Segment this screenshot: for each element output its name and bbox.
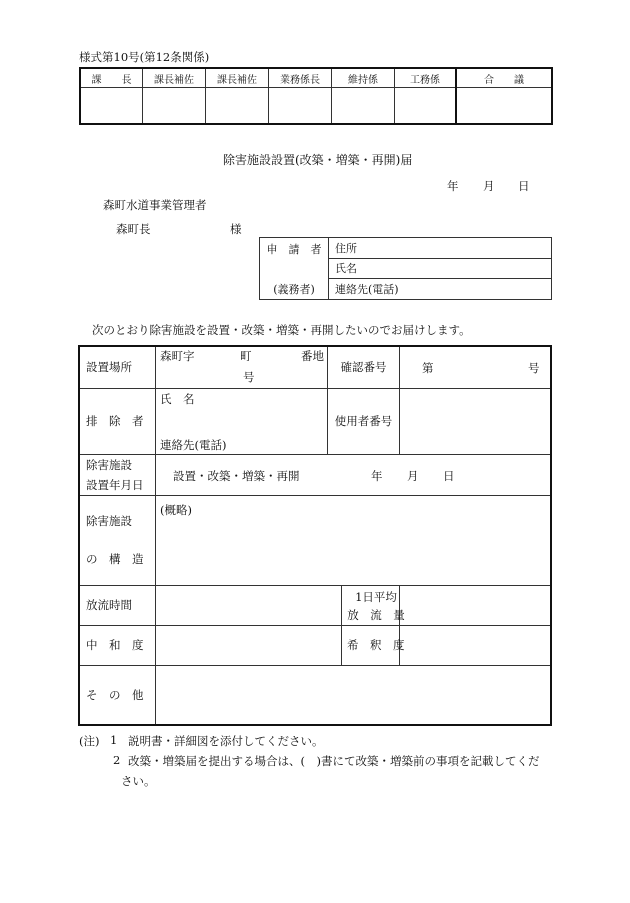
applicant-address-field[interactable] — [329, 238, 552, 259]
approval-header-iji: 維持係 — [332, 68, 395, 88]
other-label: そ の 他 — [79, 665, 156, 725]
date-day-label: 日 — [518, 179, 530, 193]
stamp-cell[interactable] — [332, 88, 395, 125]
discharger-name-label: 氏 名 — [160, 391, 195, 406]
daily-avg-label-line2: 放 流 量 — [347, 607, 405, 622]
structure-label-line1: 除害施設 — [86, 514, 132, 528]
applicant-name-field[interactable] — [329, 258, 552, 279]
daily-avg-label-line1: 1日平均 — [355, 589, 397, 604]
main-form-table — [78, 345, 552, 726]
facility-date-label — [79, 454, 156, 495]
note-2-text: 改築・増築届を提出する場合は、( )書にて改築・増築前の事項を記載してくだ — [128, 754, 540, 768]
location-go-label: 号 — [243, 370, 255, 384]
stamp-cell[interactable] — [456, 88, 552, 125]
note-2-text-continued: さい。 — [121, 774, 156, 788]
facility-date-label-line2: 設置年月日 — [86, 477, 144, 492]
addressee-honorific: 様 — [230, 222, 242, 236]
note-1-text: 説明書・詳細図を添付してください。 — [128, 734, 324, 748]
applicant-table — [259, 237, 552, 300]
confirm-number-label: 確認番号 — [328, 346, 400, 388]
confirm-number-field[interactable] — [400, 346, 552, 388]
stamp-cell[interactable] — [143, 88, 206, 125]
applicant-label: 申 請 者 — [260, 238, 329, 279]
addressee-org: 森町水道事業管理者 — [103, 198, 207, 212]
approval-header-kacho-hosa-2: 課長補佐 — [206, 68, 269, 88]
note-2-number: 2 — [113, 753, 121, 767]
dilution-field[interactable] — [400, 625, 552, 665]
approval-header-komu: 工務係 — [395, 68, 457, 88]
addressee-person: 森町長 — [116, 222, 151, 236]
date-month-label: 月 — [483, 179, 495, 193]
structure-note: (概略) — [160, 502, 192, 517]
daily-avg-label — [344, 588, 408, 624]
discharger-contact-label: 連絡先(電話) — [160, 437, 227, 452]
facility-date-label-line1: 除害施設 — [86, 457, 132, 472]
form-id: 様式第10号(第12条関係) — [79, 50, 210, 64]
stamp-cell[interactable] — [269, 88, 332, 125]
daily-avg-field[interactable] — [400, 585, 552, 625]
location-machi-label: 町 — [240, 349, 252, 363]
discharge-time-label: 放流時間 — [79, 585, 156, 625]
structure-label-line2: の 構 造 — [86, 552, 144, 566]
facility-date-month: 月 — [407, 468, 419, 483]
facility-date-options: 設置・改築・増築・再開 — [173, 468, 300, 483]
location-aza-label: 森町字 — [160, 349, 195, 363]
discharger-field[interactable] — [156, 388, 328, 454]
location-field[interactable] — [156, 346, 328, 388]
neutralization-label: 中 和 度 — [79, 625, 156, 665]
user-number-field[interactable] — [400, 388, 552, 454]
applicant-name-label: 氏名 — [335, 262, 357, 276]
structure-label — [79, 495, 156, 585]
neutralization-cell — [156, 625, 405, 665]
dilution-label: 希 釈 度 — [347, 637, 405, 652]
date-year-label: 年 — [447, 179, 459, 193]
structure-field[interactable] — [156, 495, 552, 585]
other-field[interactable] — [156, 665, 552, 725]
location-banchi-label: 番地 — [301, 349, 324, 363]
confirm-dai-label: 第 — [422, 361, 434, 375]
neutralization-field[interactable] — [156, 626, 342, 665]
approval-header-kacho: 課 長 — [80, 68, 143, 88]
user-number-label: 使用者番号 — [328, 388, 400, 454]
facility-date-year: 年 — [371, 468, 383, 483]
stamp-cell[interactable] — [80, 88, 143, 125]
discharger-label: 排 除 者 — [79, 388, 156, 454]
approval-table — [79, 67, 553, 125]
discharge-time-cell — [156, 585, 405, 625]
applicant-address-label: 住所 — [335, 241, 357, 255]
approval-header-kacho-hosa-1: 課長補佐 — [143, 68, 206, 88]
facility-date-field[interactable] — [156, 454, 552, 495]
applicant-contact-field[interactable] — [329, 279, 552, 300]
discharge-time-field[interactable] — [156, 586, 342, 625]
note-1-number: 1 — [110, 733, 118, 747]
facility-date-day: 日 — [443, 468, 455, 483]
confirm-go-label: 号 — [528, 361, 540, 375]
location-label: 設置場所 — [79, 346, 156, 388]
intro-text: 次のとおり除害施設を設置・改築・増築・再開したいのでお届けします。 — [92, 323, 471, 337]
stamp-cell[interactable] — [206, 88, 269, 125]
obligor-label: (義務者) — [260, 279, 329, 300]
approval-header-gyomu-kakaricho: 業務係長 — [269, 68, 332, 88]
document-title: 除害施設設置(改築・増築・再開)届 — [223, 153, 413, 167]
approval-header-gogi: 合 議 — [456, 68, 552, 88]
applicant-contact-label: 連絡先(電話) — [335, 283, 399, 297]
notes-prefix: (注) — [79, 734, 100, 748]
stamp-cell[interactable] — [395, 88, 457, 125]
